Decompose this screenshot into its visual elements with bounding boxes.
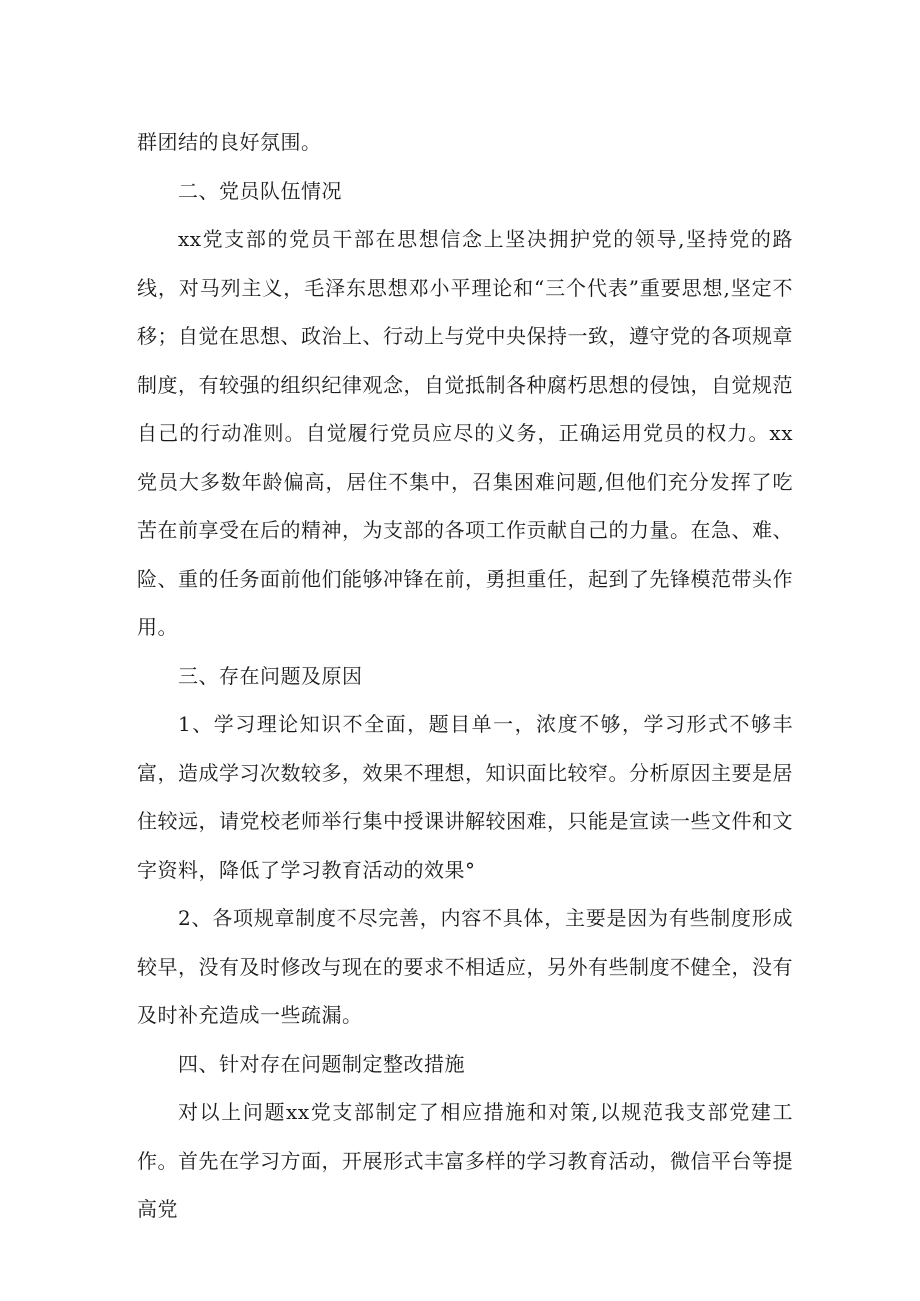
section-heading-2: 二、党员队伍情况 — [178, 178, 342, 203]
document-body — [137, 118, 793, 1234]
paragraph-party-members: xx党支部的党员干部在思想信念上坚决拥护党的领导,坚持党的路线，对马列主义，毛泽东思想邓小平理论和“三个代表”重要思想,坚定不移；自觉在思想、政治上、行动上与党中央保持一致，遵守党的各项规章制度，有较强的组织纪律观念，自觉抵制各种腐朽思想的侵蚀，自觉规范自己的行动准则。自觉履行党员应尽的义务，正确运用党员的权力。xx党员大多数年龄偏高，居住不集中，召集困难问题,但他们充分发挥了吃苦在前享受在后的精神，为支部的各项工作贡献自己的力量。在急、难、险、重的任务面前他们能够冲锋在前，勇担重任，起到了先锋模范带头作用。 — [137, 227, 793, 639]
section-heading-4: 四、针对存在问题制定整改措施 — [178, 1051, 465, 1076]
paragraph-problem-2: 2、各项规章制度不尽完善，内容不具体，主要是因为有些制度形成较早，没有及时修改与现在的要求不相适应，另外有些制度不健全，没有及时补充造成一些疏漏。 — [137, 906, 793, 1027]
paragraph-continuation: 群团结的良好氛围。 — [137, 130, 322, 154]
section-heading-3: 三、存在问题及原因 — [178, 663, 363, 688]
paragraph-problem-1: 1、学习理论知识不全面，题目单一，浓度不够，学习形式不够丰富，造成学习次数较多，效果不理想，知识面比较窄。分析原因主要是居住较远，请党校老师举行集中授课讲解较困难，只能是宣读一些文件和文字资料，降低了学习教育活动的效果° — [137, 712, 793, 882]
paragraph-measures: 对以上问题xx党支部制定了相应措施和对策,以规范我支部党建工作。首先在学习方面，开展形式丰富多样的学习教育活动，微信平台等提高党 — [137, 1100, 793, 1221]
